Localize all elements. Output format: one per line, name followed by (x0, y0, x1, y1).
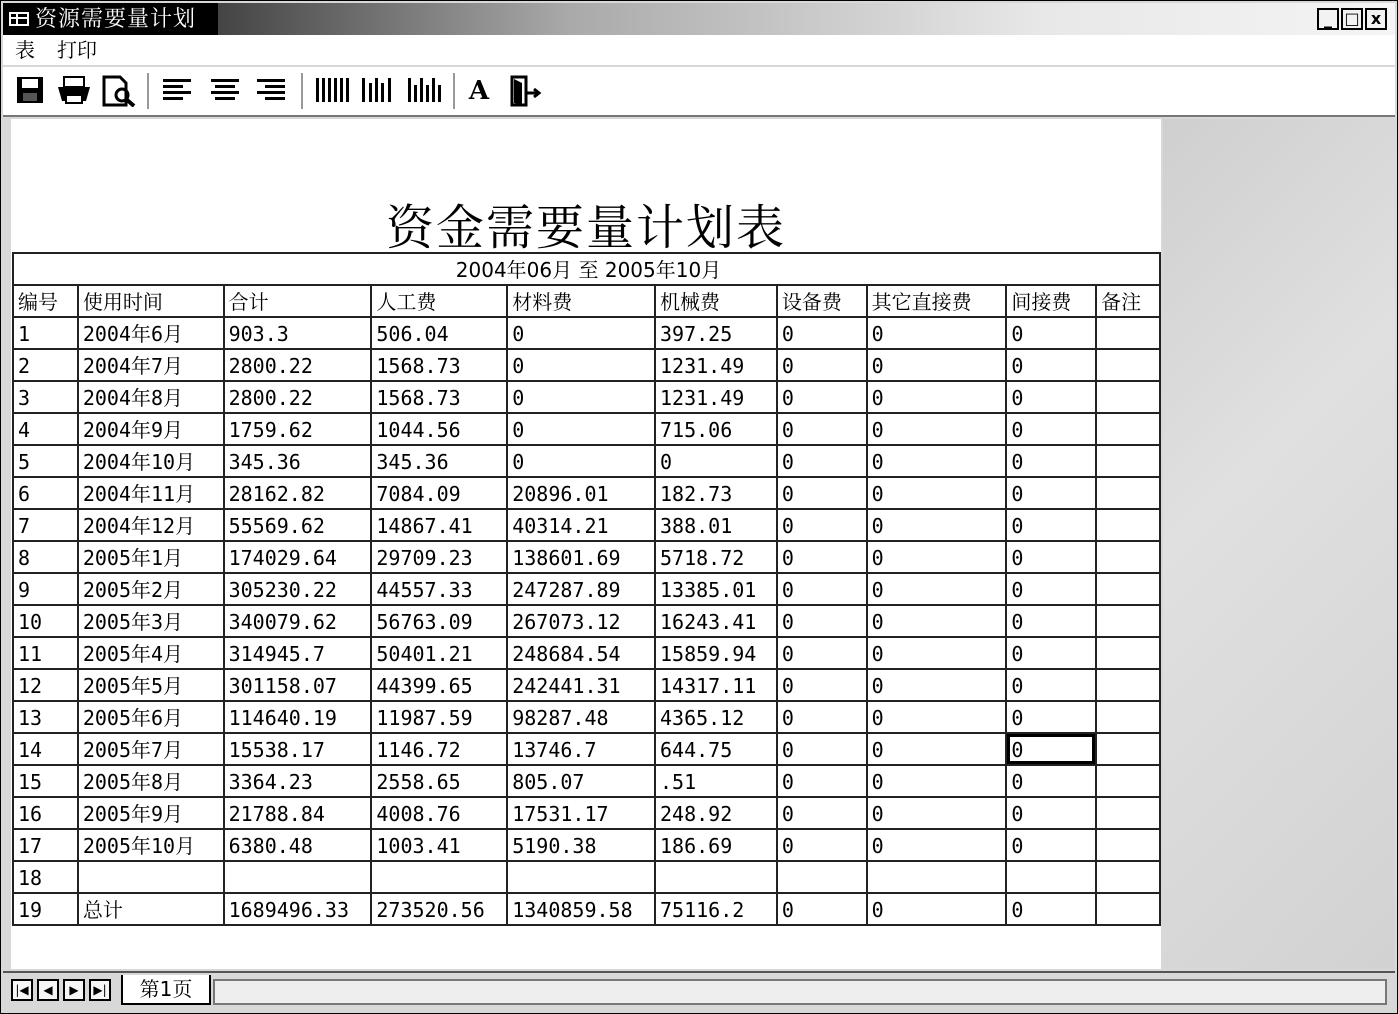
table-cell[interactable]: 17 (13, 829, 78, 861)
table-cell[interactable]: 345.36 (371, 445, 507, 477)
table-cell[interactable]: 13385.01 (655, 573, 777, 605)
table-cell[interactable]: 0 (867, 701, 1007, 733)
table-cell[interactable]: 14 (13, 733, 78, 765)
table-cell[interactable]: 5190.38 (507, 829, 655, 861)
column-header[interactable]: 材料费 (507, 285, 655, 317)
sheet-tab-bar (3, 971, 1395, 1009)
table-cell[interactable]: 29709.23 (371, 541, 507, 573)
table-cell[interactable]: 0 (1006, 349, 1096, 381)
table-row (13, 733, 1160, 765)
table-cell[interactable]: 56763.09 (371, 605, 507, 637)
table-cell[interactable]: 182.73 (655, 477, 777, 509)
table-cell[interactable]: 0 (1006, 605, 1096, 637)
column-header[interactable]: 备注 (1096, 285, 1160, 317)
table-row (13, 637, 1160, 669)
table-row (13, 349, 1160, 381)
table-cell[interactable]: 1689496.33 (224, 893, 372, 925)
print-icon[interactable] (55, 75, 95, 107)
column-header[interactable]: 设备费 (777, 285, 867, 317)
table-cell[interactable] (867, 861, 1007, 893)
column-width-3-icon[interactable] (405, 75, 443, 107)
table-cell[interactable]: 12 (13, 669, 78, 701)
table-cell[interactable]: 248684.54 (507, 637, 655, 669)
table-cell[interactable]: 0 (777, 541, 867, 573)
column-header[interactable]: 编号 (13, 285, 78, 317)
table-cell[interactable]: 301158.07 (224, 669, 372, 701)
table-cell[interactable]: 247287.89 (507, 573, 655, 605)
table-cell[interactable]: 273520.56 (371, 893, 507, 925)
table-cell[interactable] (1096, 541, 1160, 573)
table-cell[interactable]: 15859.94 (655, 637, 777, 669)
menu-table[interactable]: 表 (15, 38, 35, 62)
header-row (13, 285, 1160, 317)
table-cell[interactable]: 0 (1006, 797, 1096, 829)
table-cell[interactable]: 2800.22 (224, 349, 372, 381)
align-center-icon[interactable] (207, 75, 243, 107)
table-cell[interactable] (1096, 445, 1160, 477)
table-cell[interactable]: 0 (867, 477, 1007, 509)
table-cell[interactable]: 0 (777, 765, 867, 797)
table-cell[interactable] (655, 861, 777, 893)
column-header[interactable]: 人工费 (371, 285, 507, 317)
table-cell[interactable]: 15 (13, 765, 78, 797)
table-cell[interactable]: 0 (777, 573, 867, 605)
table-row (13, 797, 1160, 829)
table-cell[interactable]: 44399.65 (371, 669, 507, 701)
table-cell[interactable] (1096, 733, 1160, 765)
table-cell[interactable]: 2800.22 (224, 381, 372, 413)
table-cell[interactable]: 1340859.58 (507, 893, 655, 925)
report-sheet (11, 119, 1161, 969)
column-header[interactable]: 机械费 (655, 285, 777, 317)
table-cell[interactable]: 0 (867, 765, 1007, 797)
column-width-2-icon[interactable] (359, 75, 397, 107)
column-header[interactable]: 其它直接费 (867, 285, 1007, 317)
table-cell[interactable]: 903.3 (224, 317, 372, 349)
maximize-button[interactable]: □ (1341, 8, 1363, 30)
table-cell[interactable]: 0 (1006, 541, 1096, 573)
close-button[interactable]: x (1365, 8, 1387, 30)
align-left-icon[interactable] (159, 75, 195, 107)
table-row (13, 829, 1160, 861)
table-cell[interactable]: 0 (507, 445, 655, 477)
table-cell[interactable]: 0 (1006, 701, 1096, 733)
table-cell[interactable]: 114640.19 (224, 701, 372, 733)
table-cell[interactable]: 17531.17 (507, 797, 655, 829)
table-cell[interactable]: 2004年8月 (78, 381, 224, 413)
table-app-icon (9, 12, 29, 26)
table-cell[interactable]: 总计 (78, 893, 224, 925)
table-cell[interactable]: 267073.12 (507, 605, 655, 637)
table-row (13, 669, 1160, 701)
table-cell[interactable]: 10 (13, 605, 78, 637)
table-cell[interactable]: 0 (1006, 573, 1096, 605)
table-cell[interactable]: 0 (777, 733, 867, 765)
table-cell[interactable]: 0 (507, 317, 655, 349)
table-cell[interactable]: 0 (1006, 381, 1096, 413)
table-cell[interactable]: 0 (867, 317, 1007, 349)
table-cell[interactable]: 1231.49 (655, 381, 777, 413)
table-cell[interactable] (1096, 509, 1160, 541)
column-width-1-icon[interactable] (313, 75, 351, 107)
next-page-button[interactable]: ▶ (63, 979, 85, 1001)
table-cell[interactable]: 1 (13, 317, 78, 349)
table-cell[interactable] (1096, 797, 1160, 829)
table-cell[interactable]: 16243.41 (655, 605, 777, 637)
table-row (13, 477, 1160, 509)
table-cell[interactable]: 0 (867, 445, 1007, 477)
table-cell[interactable]: 0 (507, 413, 655, 445)
table-cell[interactable]: 0 (867, 829, 1007, 861)
menu-bar (3, 35, 1395, 65)
table-cell[interactable]: 0 (777, 509, 867, 541)
column-header[interactable]: 间接费 (1006, 285, 1096, 317)
table-cell[interactable]: 50401.21 (371, 637, 507, 669)
table-cell[interactable]: 2005年10月 (78, 829, 224, 861)
table-cell[interactable]: 0 (777, 605, 867, 637)
table-cell[interactable]: 0 (777, 829, 867, 861)
table-cell[interactable]: 28162.82 (224, 477, 372, 509)
table-cell[interactable]: 2005年7月 (78, 733, 224, 765)
table-cell[interactable]: 2004年6月 (78, 317, 224, 349)
print-preview-icon[interactable] (99, 75, 139, 107)
table-cell[interactable]: 1231.49 (655, 349, 777, 381)
table-cell[interactable]: 14317.11 (655, 669, 777, 701)
table-cell[interactable]: 1759.62 (224, 413, 372, 445)
table-cell[interactable] (1096, 765, 1160, 797)
exit-icon[interactable] (505, 75, 545, 107)
period-cell[interactable]: 2004年06月 至 2005年10月 (13, 253, 1160, 285)
title-bar-gradient (218, 3, 1395, 37)
table-cell[interactable]: 0 (867, 413, 1007, 445)
table-cell[interactable]: 314945.7 (224, 637, 372, 669)
table-cell[interactable]: 0 (867, 637, 1007, 669)
table-cell[interactable]: 7084.09 (371, 477, 507, 509)
table-cell[interactable]: 3 (13, 381, 78, 413)
table-cell[interactable] (1096, 893, 1160, 925)
table-cell[interactable]: 18 (13, 861, 78, 893)
table-cell[interactable]: 2005年2月 (78, 573, 224, 605)
table-row (13, 861, 1160, 893)
table-cell[interactable]: 0 (777, 413, 867, 445)
menu-print[interactable]: 打印 (57, 38, 97, 62)
title-bar[interactable] (3, 3, 1395, 35)
table-cell[interactable]: 40314.21 (507, 509, 655, 541)
table-cell[interactable]: 0 (1006, 765, 1096, 797)
table-cell[interactable] (224, 861, 372, 893)
window-title-area (3, 3, 218, 37)
table-cell[interactable]: 305230.22 (224, 573, 372, 605)
table-cell[interactable]: 1568.73 (371, 349, 507, 381)
toolbar-separator (453, 73, 455, 109)
table-cell[interactable] (1096, 637, 1160, 669)
table-cell[interactable]: 1146.72 (371, 733, 507, 765)
table-cell[interactable]: 2005年4月 (78, 637, 224, 669)
table-cell[interactable]: 644.75 (655, 733, 777, 765)
table-cell[interactable]: 0 (777, 381, 867, 413)
table-cell[interactable]: 16 (13, 797, 78, 829)
table-cell[interactable]: 2 (13, 349, 78, 381)
table-cell[interactable]: 2005年1月 (78, 541, 224, 573)
table-cell[interactable]: 15538.17 (224, 733, 372, 765)
window-controls (1317, 8, 1387, 30)
minimize-button[interactable]: _ (1317, 8, 1339, 30)
table-cell[interactable]: 0 (1006, 477, 1096, 509)
table-cell[interactable] (1096, 701, 1160, 733)
table-cell[interactable]: 186.69 (655, 829, 777, 861)
period-row (13, 253, 1160, 285)
table-cell[interactable]: 0 (777, 701, 867, 733)
table-cell[interactable]: 0 (777, 317, 867, 349)
table-cell[interactable]: 2004年11月 (78, 477, 224, 509)
table-cell[interactable]: 0 (777, 637, 867, 669)
table-cell[interactable]: 248.92 (655, 797, 777, 829)
table-cell[interactable] (507, 861, 655, 893)
table-cell[interactable]: 44557.33 (371, 573, 507, 605)
column-header[interactable]: 合计 (224, 285, 372, 317)
column-header[interactable]: 使用时间 (78, 285, 224, 317)
table-cell[interactable]: 75116.2 (655, 893, 777, 925)
table-cell[interactable] (1096, 349, 1160, 381)
table-cell[interactable]: 0 (1006, 893, 1096, 925)
table-cell[interactable]: 0 (655, 445, 777, 477)
table-cell[interactable]: 0 (867, 669, 1007, 701)
table-cell[interactable]: 0 (867, 381, 1007, 413)
table-cell[interactable]: 4 (13, 413, 78, 445)
table-cell[interactable]: 3364.23 (224, 765, 372, 797)
table-cell[interactable]: 340079.62 (224, 605, 372, 637)
font-icon[interactable]: A (468, 76, 490, 106)
table-cell[interactable]: 2005年3月 (78, 605, 224, 637)
table-cell[interactable]: 0 (777, 797, 867, 829)
table-cell[interactable] (1096, 317, 1160, 349)
table-cell[interactable]: 6380.48 (224, 829, 372, 861)
table-cell[interactable]: 2004年10月 (78, 445, 224, 477)
align-right-icon[interactable] (253, 75, 289, 107)
table-cell[interactable] (1096, 413, 1160, 445)
table-cell[interactable]: 0 (507, 381, 655, 413)
table-row (13, 413, 1160, 445)
table-cell[interactable]: 0 (867, 509, 1007, 541)
table-cell[interactable]: 19 (13, 893, 78, 925)
table-cell[interactable]: 0 (1006, 509, 1096, 541)
table-cell[interactable]: 1044.56 (371, 413, 507, 445)
table-cell[interactable]: 0 (867, 541, 1007, 573)
table-cell[interactable]: 11 (13, 637, 78, 669)
table-cell[interactable] (1096, 477, 1160, 509)
table-cell[interactable]: 2005年5月 (78, 669, 224, 701)
table-cell[interactable]: 5 (13, 445, 78, 477)
table-cell[interactable]: 0 (507, 349, 655, 381)
table-cell[interactable]: 0 (1006, 829, 1096, 861)
table-cell[interactable]: 2005年6月 (78, 701, 224, 733)
table-cell[interactable]: 0 (1006, 317, 1096, 349)
table-row (13, 445, 1160, 477)
table-cell[interactable]: 0 (1006, 637, 1096, 669)
table-cell[interactable]: 388.01 (655, 509, 777, 541)
table-cell[interactable]: 0 (1006, 445, 1096, 477)
table-cell[interactable]: .51 (655, 765, 777, 797)
table-cell[interactable]: 11987.59 (371, 701, 507, 733)
table-cell[interactable]: 21788.84 (224, 797, 372, 829)
table-row (13, 381, 1160, 413)
table-cell[interactable] (1096, 573, 1160, 605)
table-cell[interactable] (777, 861, 867, 893)
save-icon[interactable] (13, 75, 47, 107)
table-cell[interactable]: 13 (13, 701, 78, 733)
table-row (13, 317, 1160, 349)
table-cell[interactable] (78, 861, 224, 893)
table-cell[interactable]: 0 (1006, 733, 1096, 765)
table-cell[interactable]: 4008.76 (371, 797, 507, 829)
table-cell[interactable]: 2005年9月 (78, 797, 224, 829)
table-cell[interactable]: 98287.48 (507, 701, 655, 733)
table-cell[interactable] (371, 861, 507, 893)
prev-page-button[interactable]: ◀ (37, 979, 59, 1001)
table-row (13, 893, 1160, 925)
table-cell[interactable]: 2004年7月 (78, 349, 224, 381)
tab-page-1[interactable]: 第1页 (121, 975, 211, 1005)
table-cell[interactable]: 0 (867, 605, 1007, 637)
table-cell[interactable]: 7 (13, 509, 78, 541)
table-cell[interactable]: 174029.64 (224, 541, 372, 573)
table-cell[interactable]: 397.25 (655, 317, 777, 349)
table-row (13, 605, 1160, 637)
table-cell[interactable]: 9 (13, 573, 78, 605)
table-cell[interactable] (1096, 829, 1160, 861)
toolbar-separator (147, 73, 149, 109)
table-cell[interactable]: 0 (1006, 413, 1096, 445)
table-cell[interactable]: 0 (777, 349, 867, 381)
table-cell[interactable]: 0 (867, 733, 1007, 765)
table-cell[interactable]: 13746.7 (507, 733, 655, 765)
table-cell[interactable]: 0 (1006, 669, 1096, 701)
table-row (13, 541, 1160, 573)
table-cell[interactable]: 6 (13, 477, 78, 509)
table-cell[interactable]: 242441.31 (507, 669, 655, 701)
table-cell[interactable]: 2004年12月 (78, 509, 224, 541)
table-cell[interactable]: 1003.41 (371, 829, 507, 861)
toolbar (3, 67, 1395, 117)
table-cell[interactable]: 5718.72 (655, 541, 777, 573)
toolbar-separator (301, 73, 303, 109)
table-cell[interactable]: 805.07 (507, 765, 655, 797)
table-cell[interactable] (1096, 669, 1160, 701)
table-cell[interactable]: 715.06 (655, 413, 777, 445)
table-cell[interactable]: 0 (867, 573, 1007, 605)
table-row (13, 701, 1160, 733)
report-title: 资金需要量计划表 (385, 200, 786, 256)
first-page-button[interactable]: |◀ (11, 979, 33, 1001)
last-page-button[interactable]: ▶| (89, 979, 111, 1001)
table-row (13, 765, 1160, 797)
table-cell[interactable]: 345.36 (224, 445, 372, 477)
table-cell[interactable]: 0 (777, 445, 867, 477)
table-cell[interactable]: 0 (867, 349, 1007, 381)
window-title: 资源需要量计划 (35, 7, 197, 32)
horizontal-scrollbar[interactable] (213, 979, 1387, 1005)
table-cell[interactable]: 8 (13, 541, 78, 573)
table-row (13, 573, 1160, 605)
table-cell[interactable]: 1568.73 (371, 381, 507, 413)
table-cell[interactable]: 2005年8月 (78, 765, 224, 797)
table-cell[interactable]: 0 (867, 797, 1007, 829)
empty-workspace (1163, 119, 1395, 969)
resource-plan-table (12, 252, 1161, 926)
table-cell[interactable]: 2558.65 (371, 765, 507, 797)
table-cell[interactable]: 14867.41 (371, 509, 507, 541)
table-cell[interactable] (1096, 861, 1160, 893)
table-cell[interactable]: 506.04 (371, 317, 507, 349)
table-cell[interactable] (1006, 861, 1096, 893)
table-cell[interactable]: 4365.12 (655, 701, 777, 733)
table-cell[interactable]: 2004年9月 (78, 413, 224, 445)
table-cell[interactable]: 20896.01 (507, 477, 655, 509)
table-cell[interactable]: 0 (867, 893, 1007, 925)
table-cell[interactable]: 138601.69 (507, 541, 655, 573)
table-cell[interactable]: 0 (777, 477, 867, 509)
table-cell[interactable]: 0 (777, 669, 867, 701)
table-cell[interactable] (1096, 381, 1160, 413)
table-cell[interactable]: 55569.62 (224, 509, 372, 541)
table-row (13, 509, 1160, 541)
table-cell[interactable]: 0 (777, 893, 867, 925)
table-cell[interactable] (1096, 605, 1160, 637)
